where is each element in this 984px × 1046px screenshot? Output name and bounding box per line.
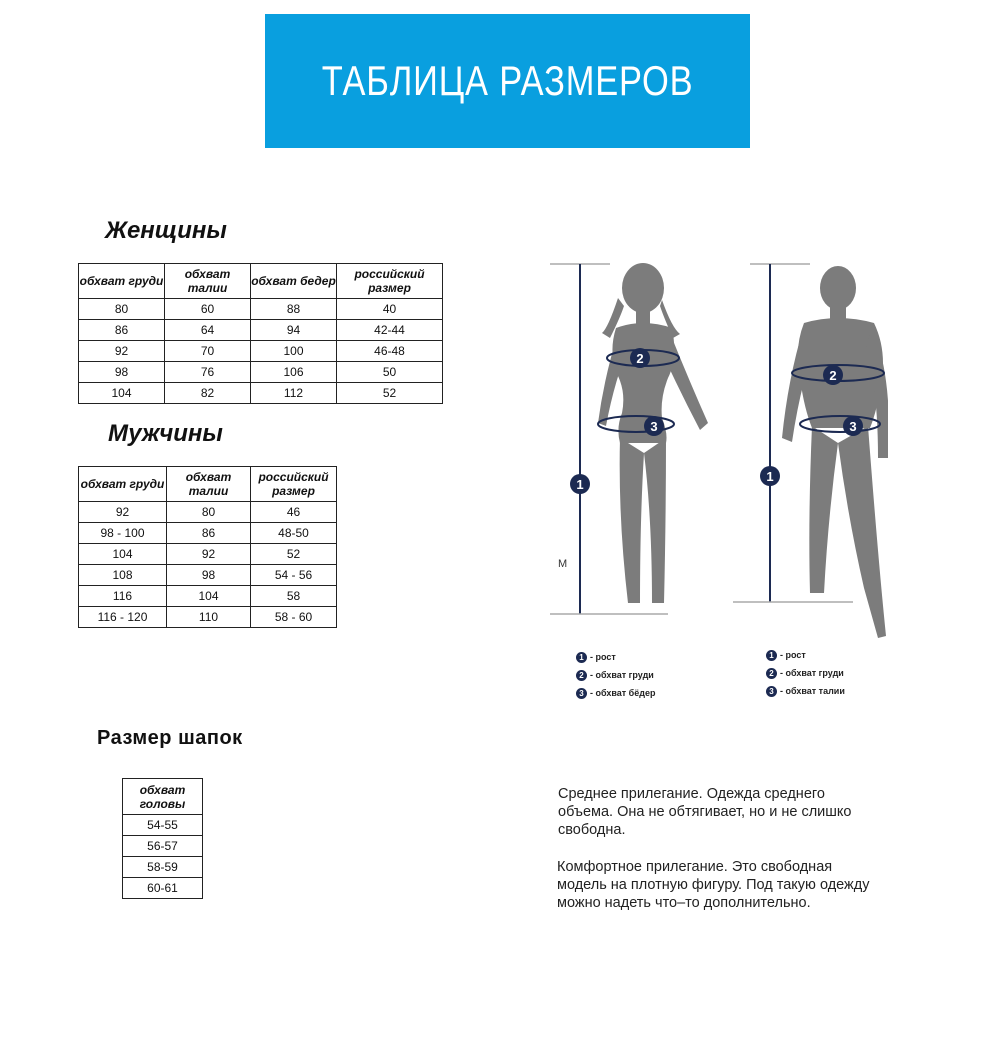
fit-comfort-description: Комфортное прилегание. Это свободная модель на плотную фигуру. Под такую одежду можно надеть что–то дополнительно.: [557, 859, 870, 911]
table-cell: 56-57: [123, 836, 203, 857]
men-section-title: Мужчины: [108, 420, 223, 447]
marker-2-man: [823, 365, 843, 385]
women-section-title: Женщины: [105, 217, 227, 244]
table-cell: 92: [79, 502, 167, 523]
marker-label: 3: [650, 419, 658, 434]
table-header: обхват талии: [165, 264, 251, 299]
table-cell: 100: [251, 341, 337, 362]
table-header: обхват бедер: [251, 264, 337, 299]
table-cell: 48-50: [251, 523, 337, 544]
table-cell: 88: [251, 299, 337, 320]
marker-label: 2: [636, 351, 644, 366]
table-cell: 92: [167, 544, 251, 565]
body-measurements-illustration: [548, 258, 888, 648]
table-header: российский размер: [251, 467, 337, 502]
table-cell: 52: [337, 383, 443, 404]
table-cell: 92: [79, 341, 165, 362]
marker-2-woman: [630, 348, 650, 368]
table-header: обхват головы: [123, 779, 203, 815]
men-size-table: [78, 466, 337, 628]
legend-item: [576, 666, 655, 684]
table-row: [79, 383, 443, 404]
table-row: [79, 341, 443, 362]
table-cell: 106: [251, 362, 337, 383]
table-cell: 116: [79, 586, 167, 607]
marker-3-woman: [644, 416, 664, 436]
legend-marker: 3: [576, 688, 587, 699]
table-row: [79, 502, 337, 523]
table-cell: 70: [165, 341, 251, 362]
scale-label: M: [558, 558, 568, 570]
table-cell: 60: [165, 299, 251, 320]
legend-text: - обхват бёдер: [590, 688, 656, 698]
table-cell: 108: [79, 565, 167, 586]
title-banner: [265, 14, 750, 148]
legend-marker: 3: [766, 686, 777, 697]
table-cell: 58 - 60: [251, 607, 337, 628]
legend-item: [576, 648, 655, 666]
table-cell: 54-55: [123, 815, 203, 836]
table-cell: 86: [79, 320, 165, 341]
table-row: [79, 586, 337, 607]
table-cell: 112: [251, 383, 337, 404]
table-cell: 40: [337, 299, 443, 320]
table-row: [123, 857, 203, 878]
table-cell: 80: [167, 502, 251, 523]
hats-size-table: [122, 778, 203, 899]
table-cell: 52: [251, 544, 337, 565]
table-cell: 104: [167, 586, 251, 607]
table-cell: 104: [79, 544, 167, 565]
table-cell: 82: [165, 383, 251, 404]
marker-1-woman: [570, 474, 590, 494]
women-legend: [576, 648, 655, 702]
marker-label: 1: [576, 477, 584, 492]
legend-marker: 2: [576, 670, 587, 681]
table-cell: 50: [337, 362, 443, 383]
fit-medium-description: Среднее прилегание. Одежда среднего объема. Она не обтягивает, но и не слишко свободна.: [558, 786, 852, 838]
table-row: [79, 299, 443, 320]
hats-section-title: Размер шапок: [97, 727, 243, 749]
men-legend: [766, 646, 845, 700]
legend-marker: 1: [766, 650, 777, 661]
legend-item: [766, 646, 845, 664]
man-silhouette-icon: [782, 266, 888, 638]
legend-marker: 1: [576, 652, 587, 663]
table-row: [79, 565, 337, 586]
table-header: обхват груди: [79, 467, 167, 502]
legend-text: - рост: [590, 652, 616, 662]
legend-item: [766, 682, 845, 700]
table-cell: 98: [79, 362, 165, 383]
legend-text: - рост: [780, 650, 806, 660]
marker-label: 3: [849, 419, 857, 434]
table-cell: 86: [167, 523, 251, 544]
table-cell: 46-48: [337, 341, 443, 362]
table-cell: 98 - 100: [79, 523, 167, 544]
table-cell: 98: [167, 565, 251, 586]
marker-label: 2: [829, 368, 837, 383]
table-row: [79, 544, 337, 565]
table-header: обхват талии: [167, 467, 251, 502]
legend-text: - обхват талии: [780, 686, 845, 696]
page-title: ТАБЛИЦА РАЗМЕРОВ: [321, 57, 694, 104]
women-size-table: [78, 263, 443, 404]
marker-1-man: [760, 466, 780, 486]
marker-label: 1: [766, 469, 774, 484]
table-cell: 58-59: [123, 857, 203, 878]
table-cell: 116 - 120: [79, 607, 167, 628]
table-cell: 104: [79, 383, 165, 404]
marker-3-man: [843, 416, 863, 436]
legend-marker: 2: [766, 668, 777, 679]
table-row: [123, 815, 203, 836]
legend-text: - обхват груди: [780, 668, 844, 678]
table-header: обхват груди: [79, 264, 165, 299]
table-row: [79, 362, 443, 383]
table-row: [79, 523, 337, 544]
table-row: [79, 607, 337, 628]
table-cell: 54 - 56: [251, 565, 337, 586]
table-row: [123, 836, 203, 857]
table-cell: 58: [251, 586, 337, 607]
table-row: [79, 320, 443, 341]
legend-item: [576, 684, 655, 702]
table-cell: 46: [251, 502, 337, 523]
table-cell: 60-61: [123, 878, 203, 899]
table-cell: 110: [167, 607, 251, 628]
table-cell: 80: [79, 299, 165, 320]
table-cell: 64: [165, 320, 251, 341]
table-cell: 94: [251, 320, 337, 341]
table-header: российский размер: [337, 264, 443, 299]
legend-text: - обхват груди: [590, 670, 654, 680]
table-cell: 76: [165, 362, 251, 383]
table-cell: 42-44: [337, 320, 443, 341]
table-row: [123, 878, 203, 899]
legend-item: [766, 664, 845, 682]
